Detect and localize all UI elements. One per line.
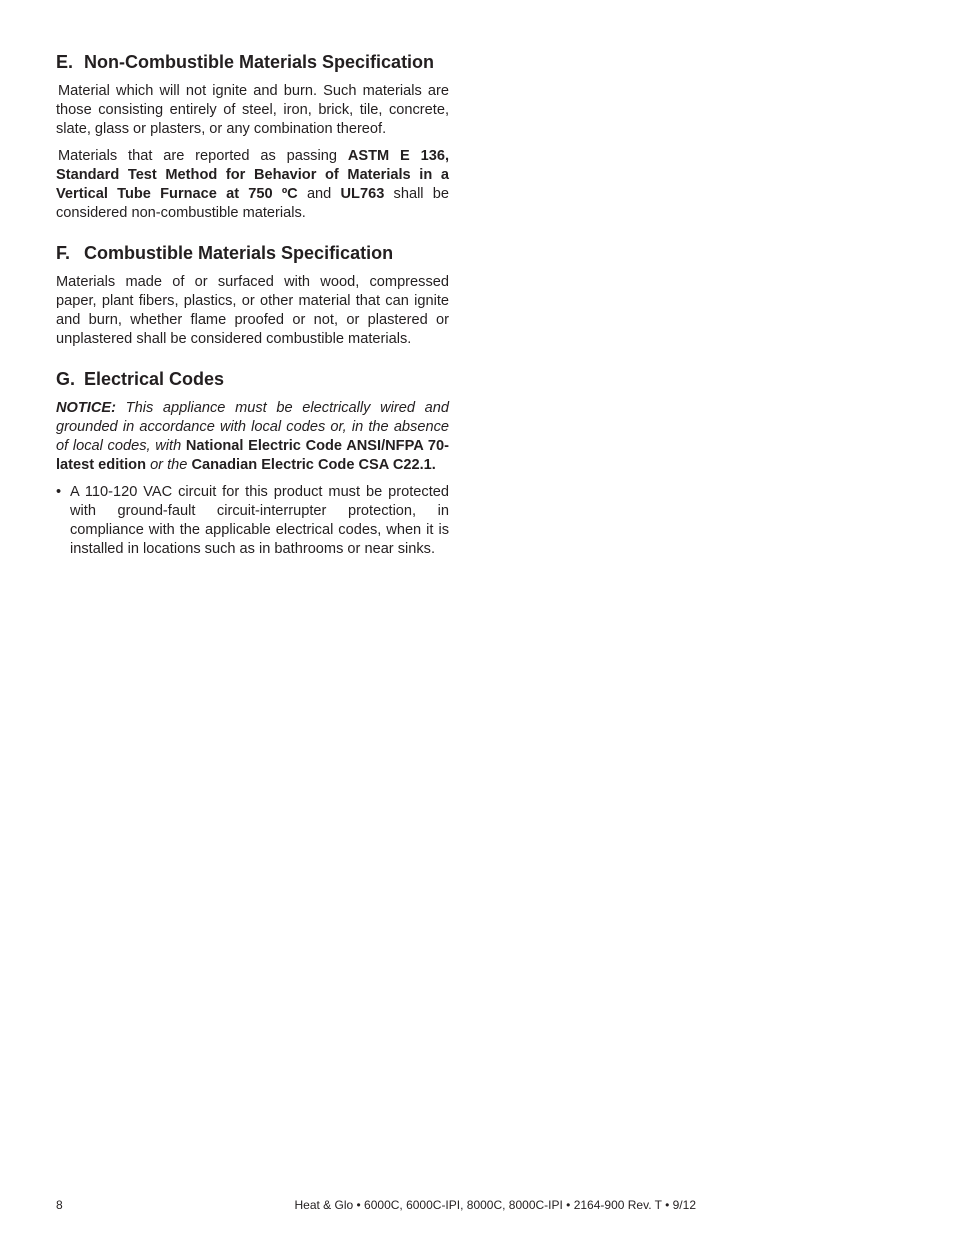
section-g-letter: G. xyxy=(56,369,76,389)
text-run: This appliance must be electrically wired and grounded in accordance with local codes or, in the absence of local codes, with xyxy=(56,400,449,454)
section-f xyxy=(56,241,449,349)
section-f-letter: F. xyxy=(56,243,71,263)
section-f-paragraph-1: Materials made of or surfaced with wood, compressed paper, plant fibers, plastics, or other material that can ignite and burn, whether flame proofed or not, or plastered or unplastered shall be considered combustible materials. xyxy=(56,274,449,347)
text-run: or the xyxy=(146,457,192,473)
text-run: shall be considered non-combustible materials. xyxy=(56,186,449,221)
section-g-heading xyxy=(56,367,449,391)
cec-code: Canadian Electric Code CSA C22.1. xyxy=(191,457,436,473)
footer-info: Heat & Glo • 6000C, 6000C-IPI, 8000C, 8000C-IPI • 2164-900 Rev. T • 9/12 xyxy=(294,1198,696,1212)
list-item-text: A 110-120 VAC circuit for this product must be protected with ground-fault circuit-interrupter protection, in compliance with the applicable electrical codes, when it is installed in locations such as in bathrooms or near sinks. xyxy=(70,484,449,557)
ul-standard: UL763 xyxy=(340,186,385,202)
content-column xyxy=(56,50,449,577)
section-e-paragraph-2 xyxy=(56,147,449,223)
section-f-title: Combustible Materials Specification xyxy=(84,243,394,263)
section-f-heading xyxy=(56,241,449,265)
bullet-list xyxy=(56,483,449,559)
bullet-icon: • xyxy=(56,484,62,500)
section-e-title: Non-Combustible Materials Specification xyxy=(84,52,435,72)
section-e-letter: E. xyxy=(56,52,74,72)
list-item xyxy=(56,483,449,559)
astm-standard: ASTM E 136, Standard Test Method for Behavior of Materials in a Vertical Tube Furnace at 750 ºC xyxy=(56,148,449,202)
page-number: 8 xyxy=(56,1198,63,1212)
notice-paragraph xyxy=(56,399,449,475)
section-g-title: Electrical Codes xyxy=(84,369,225,389)
section-e xyxy=(56,50,449,223)
notice-label: NOTICE: xyxy=(56,400,116,416)
nec-code: National Electric Code ANSI/NFPA 70-latest edition xyxy=(56,438,449,473)
section-g xyxy=(56,367,449,559)
section-e-heading xyxy=(56,50,449,74)
section-e-paragraph-1: Material which will not ignite and burn. Such materials are those consisting entirely of steel, iron, brick, tile, concrete, slate, glass or plasters, or any combination thereof. xyxy=(56,83,449,137)
text-run: and xyxy=(297,186,341,202)
text-run: Materials that are reported as passing xyxy=(58,148,348,164)
